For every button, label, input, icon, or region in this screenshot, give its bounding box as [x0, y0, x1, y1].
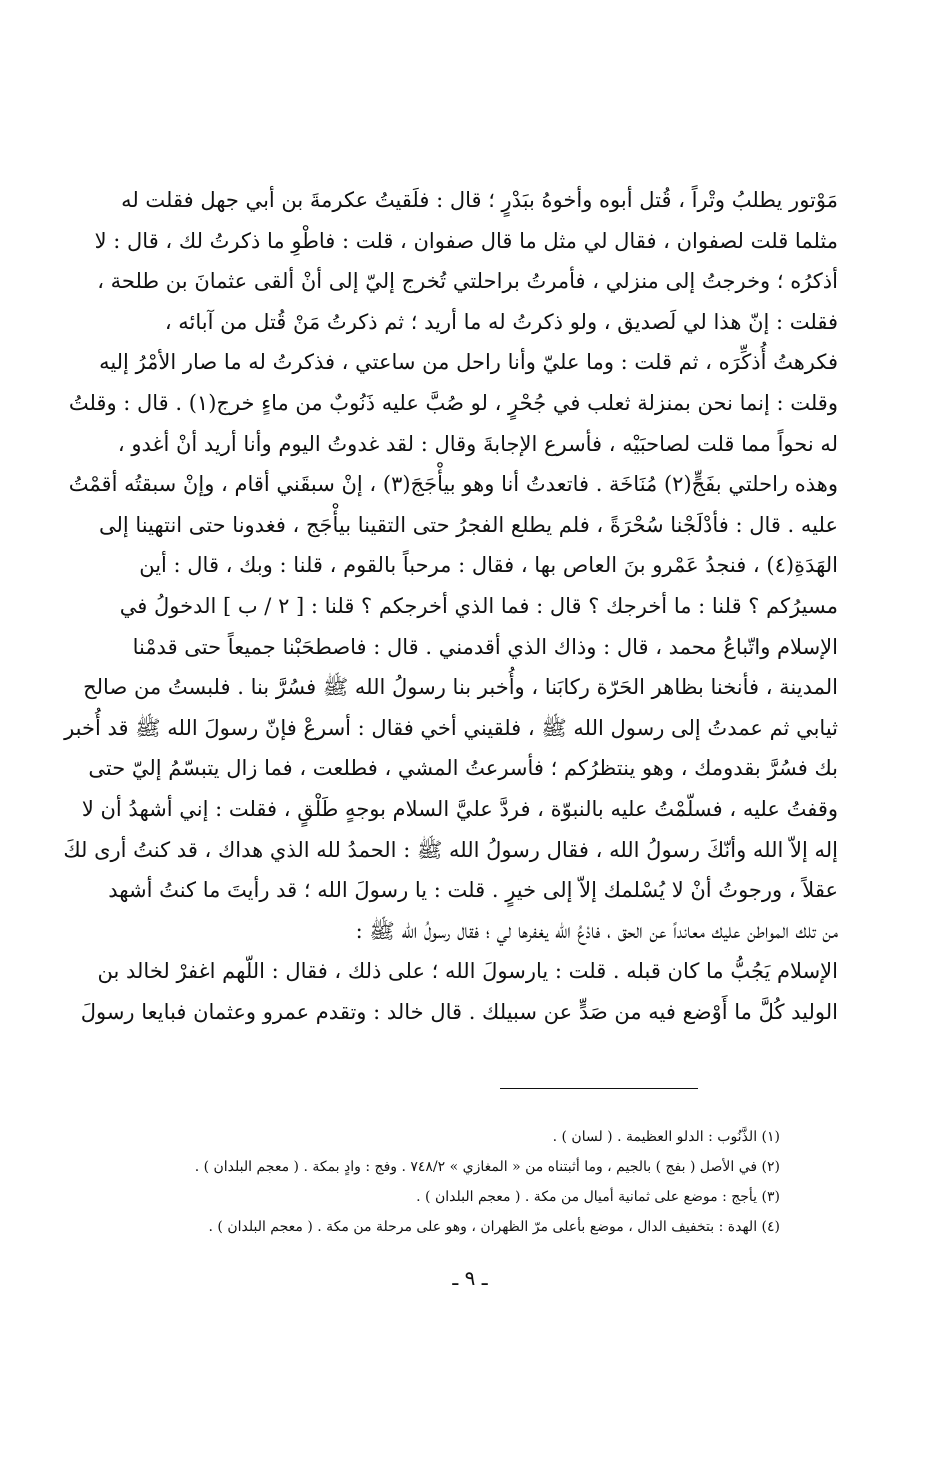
footnote-4: (٤) الهدة : بتخفيف الدال ، موضع بأعلى مرّ الظهران ، وهو على مرحلة من مكة . ( معجم البلدان ) . [208, 1219, 780, 1235]
body-line-10: الهَدَةِ(٤) ، فنجدُ عَمْرو بنَ العاص بها ، فقال : مرحباً بالقوم ، قلنا : وبك ، قال : أين [139, 553, 838, 578]
body-line-17: إله إلاّ الله وأنّكَ رسولُ الله ، فقال رسولُ الله ﷺ : الحمدُ لله الذي هداك ، قد كنتُ أرى لكَ [63, 837, 838, 862]
body-line-5: فكرهتُ أُذكِّرَه ، ثم قلت : وما عليّ وأنا راحل من ساعتي ، فذكرتُ له ما صار الأمْرُ إليه [99, 350, 838, 375]
body-line-12: الإسلام واتّباعُ محمد ، قال : وذاك الذي أقدمني . قال : فاصطحَبْنا جميعاً حتى قدمْنا [132, 634, 838, 659]
footnote-2: (٢) في الأصل ( بفج ) بالجيم ، وما أثبتناه من « المغازي » ٧٤٨/٢ . وفج : وادٍ بمكة . ( معجم البلدان ) . [194, 1159, 780, 1175]
body-line-18: عقلاً ، ورجوتُ أنْ لا يُسْلمك إلاّ إلى خيرٍ . قلت : يا رسولَ الله ؛ قد رأيتَ ما كنتُ أشهد [108, 878, 838, 903]
body-line-19: من تلك المواطن عليك معانداً عن الحق ، فادْعُ الله يغفرها لي ؛ فقال رسولُ الله ﷺ : [355, 918, 838, 943]
body-line-4: فقلت : إنّ هذا لي لَصديق ، ولو ذكرتُ له ما أريد ؛ ثم ذكرتُ مَنْ قُتل من آبائه ، [164, 309, 838, 334]
body-text [63, 180, 838, 1032]
body-line-2: مثلما قلت لصفوان ، فقال لي مثل ما قال صفوان ، قلت : فاطْوِ ما ذكرتُ لك ، قال : لا [94, 228, 838, 253]
body-line-13: المدينة ، فأنخنا بظاهر الحَرّة ركابَنا ، وأُخبر بنا رسولُ الله ﷺ فسُرَّ بنا . فلبستُ من صالح [83, 675, 838, 700]
footnote-1: (١) الذَّنُوب : الدلو العظيمة . ( لسان ) . [552, 1129, 780, 1145]
footnote-divider [500, 1088, 698, 1089]
body-line-3: أذكرُه ؛ وخرجتُ إلى منزلي ، فأمرتُ براحلتي تُخرج إليّ إلى أنْ ألقى عثمانَ بن طلحة ، [97, 269, 838, 294]
body-line-1: مَوْتور يطلبُ وتْراً ، قُتل أبوه وأخوهُ ببَدْرٍ ؛ قال : فلَقيتُ عكرمةَ بن أبي جهل فقلت له [121, 188, 838, 212]
body-line-9: عليه . قال : فأدْلَجْنا سُحْرَةً ، فلم يطلع الفجرُ حتى التقينا بيأْجَج ، فغدونا حتى انتهينا إلى [98, 512, 838, 537]
footnotes [140, 1122, 780, 1242]
body-line-8: وهذه راحلتي بفَجٍّ(٢) مُنَاخَة . فاتعدتُ أنا وهو بيأْجَجَ(٣) ، إنْ سبقَني أقام ، وإنْ سبقتُه أقمْتُ [68, 472, 838, 497]
body-line-11: مسيرُكم ؟ قلنا : ما أخرجك ؟ قال : فما الذي أخرجكم ؟ قلنا : [ ٢ / ب ] الدخولُ في [119, 593, 838, 618]
footnote-3: (٣) يأجج : موضع على ثمانية أميال من مكة . ( معجم البلدان ) . [416, 1189, 780, 1205]
body-line-21: الوليد كُلَّ ما أَوْضع فيه من صَدٍّ عن سبيلك . قال خالد : وتقدم عمرو وعثمان فبايعا رسولَ [80, 999, 838, 1024]
body-line-20: الإسلام يَجُبُّ ما كان قبله . قلت : يارسولَ الله ؛ على ذلك ، فقال : اللّهم اغفرْ لخالد بن [97, 959, 838, 984]
body-line-15: بك فسُرَّ بقدومك ، وهو ينتظرُكم ؛ فأسرعتُ المشي ، فطلعت ، فما زال يتبسّمُ إليّ حتى [88, 756, 838, 781]
body-line-14: ثيابي ثم عمدتُ إلى رسول الله ﷺ ، فلقيني أخي فقال : أسرعْ فإنّ رسولَ الله ﷺ قد أُخبر [64, 715, 838, 740]
body-line-6: وقلت : إنما نحن بمنزلة ثعلب في جُحْرٍ ، لو صُبَّ عليه ذَنُوبٌ من ماءٍ خرج(١) . قال : وقلتُ [68, 390, 838, 415]
page-number: ـ ٩ ـ [452, 1266, 488, 1290]
body-line-16: وقفتُ عليه ، فسلّمْتُ عليه بالنبوّة ، فردَّ عليَّ السلام بوجهٍ طَلْقٍ ، فقلت : إني أشهدُ أن لا [81, 796, 838, 821]
body-line-7: له نحواً مما قلت لصاحبَيْه ، فأسرع الإجابةَ وقال : لقد غدوتُ اليوم وأنا أريد أنْ أغدو ، [117, 431, 838, 456]
